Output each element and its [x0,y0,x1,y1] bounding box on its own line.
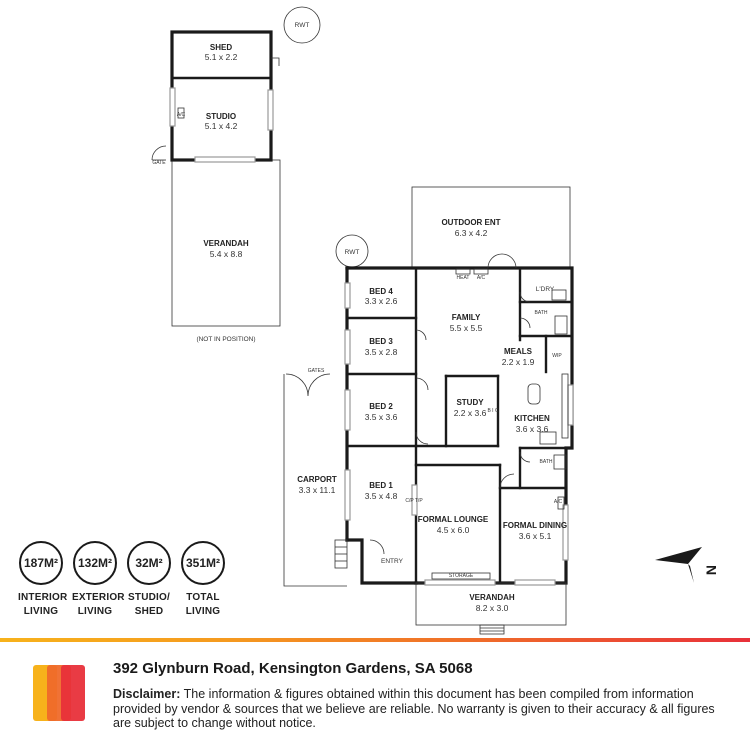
shed-name: SHED [209,43,233,52]
bath-door [520,318,530,328]
bed1-dims: 3.5 x 4.8 [364,491,398,501]
stat-interior-living [18,541,68,619]
meals-dims: 2.2 x 1.9 [501,357,535,367]
bath-top-label: BATH [534,310,548,316]
kitchen-name: KITCHEN [514,414,550,423]
disclaimer-label: Disclaimer: [113,687,181,701]
bed4-dims: 3.3 x 2.6 [364,296,398,306]
lounge-front-window [425,580,495,585]
study-name: STUDY [456,398,484,407]
studio-door-opening [195,157,255,162]
bed1-name: BED 1 [369,481,393,490]
gate-swing [152,146,166,160]
stat-label-2: SHED [134,606,164,617]
gate-label: GATE [152,160,166,166]
gates-label: GATES [307,368,325,374]
stat-label-1: EXTERIOR [72,592,125,603]
family-ac-label: A/C [476,275,486,281]
kitchen-island [528,384,540,404]
kitchen-bench [562,374,568,438]
front-steps [480,625,504,634]
studio-name: STUDIO [205,112,237,121]
entry-label: ENTRY [381,558,403,565]
north-compass-icon [655,547,719,583]
corridor-door [416,432,428,444]
bath2-door [520,452,530,462]
outbuilding [152,32,280,326]
kitchen-window [568,385,573,425]
wip-label: WIP [552,353,562,359]
studio-ac-label: A/C [176,112,186,118]
stat-label-1: STUDIO/ [128,592,170,603]
laundry-door [520,292,530,302]
footer-divider [0,638,750,642]
meals-name: MEALS [504,347,532,356]
study-dims: 2.2 x 3.6 [453,408,487,418]
dining-front-window [515,580,555,585]
main-house [284,187,573,634]
stat-value: 351M² [181,541,225,585]
family-double-doors [488,254,516,268]
bed4-window [345,283,350,308]
verandah-front-name: VERANDAH [469,593,515,602]
disclaimer-text: The information & figures obtained within this document has been compiled from information provided by vendor & sources that we believe are reliable. No warranty is given to their accuracy & all figures are subject to change without notice. [113,687,715,730]
stat-value: 32M² [127,541,171,585]
formal-dining-name: FORMAL DINING [502,521,568,530]
outdoor-ent-name: OUTDOOR ENT [441,218,501,227]
dining-door [500,474,514,488]
bic-label: B I C [487,408,499,414]
stat-value: 187M² [19,541,63,585]
bed3-window [345,330,350,364]
bath-vanity [555,316,567,334]
not-in-position-note: (NOT IN POSITION) [196,336,256,343]
dining-ac-label: A/C [553,499,563,505]
entry-door [370,540,384,554]
bath-bottom-label: BATH [539,459,553,465]
carport-gates [286,374,330,396]
stat-label-1: INTERIOR [18,592,68,603]
heater-unit [456,269,470,274]
stat-label-2: LIVING [23,606,59,617]
verandah-rear-dims: 5.4 x 8.8 [209,249,243,259]
bath2-vanity [554,455,566,469]
stat-label-2: LIVING [77,606,113,617]
formal-lounge-dims: 4.5 x 6.0 [436,525,470,535]
formal-lounge-name: FORMAL LOUNGE [417,515,489,524]
studio-dims: 5.1 x 4.2 [204,121,238,131]
stat-exterior-living [72,541,125,619]
kitchen-dims: 3.6 x 3.6 [515,424,549,434]
family-dims: 5.5 x 5.5 [449,323,483,333]
property-address: 392 Glynburn Road, Kensington Gardens, SA 5068 [113,660,473,677]
rwt-top-label: RWT [294,22,310,29]
bed2-dims: 3.5 x 3.6 [364,412,398,422]
bed3-door [416,330,426,340]
bed3-dims: 3.5 x 2.8 [364,347,398,357]
cupboard-label: C/P T/P [405,498,423,504]
family-name: FAMILY [451,313,481,322]
carport-name: CARPORT [297,475,337,484]
stat-total-living [180,541,226,619]
bed2-name: BED 2 [369,402,393,411]
bed3-name: BED 3 [369,337,393,346]
studio-window-left [170,88,175,126]
stat-label-2: LIVING [185,606,221,617]
disclaimer [113,687,728,731]
studio-window [268,90,273,130]
compass-north-letter: N [703,564,719,576]
verandah-rear-name: VERANDAH [203,239,249,248]
outdoor-ent-dims: 6.3 x 4.2 [454,228,488,238]
family-ac-unit [474,269,488,274]
outdoor-ent-outline [412,187,570,267]
heat-label: HEAT [456,275,470,281]
stat-label-1: TOTAL [186,592,220,603]
verandah-front-dims: 8.2 x 3.0 [475,603,509,613]
formal-dining-dims: 3.6 x 5.1 [518,531,552,541]
bed2-window [345,390,350,430]
laundry-label: L'DRY [535,286,555,293]
bed2-door [416,378,428,390]
stat-studio-shed [126,541,172,619]
dining-window [563,505,568,560]
carport-dims: 3.3 x 11.1 [298,485,336,495]
stat-value: 132M² [73,541,117,585]
rwt-mid-label: RWT [344,249,360,256]
storage-label: STORAGE [448,573,474,579]
shed-dims: 5.1 x 2.2 [204,52,238,62]
bed4-name: BED 4 [369,287,393,296]
brand-logo-icon [33,665,85,721]
bed1-window [345,470,350,520]
